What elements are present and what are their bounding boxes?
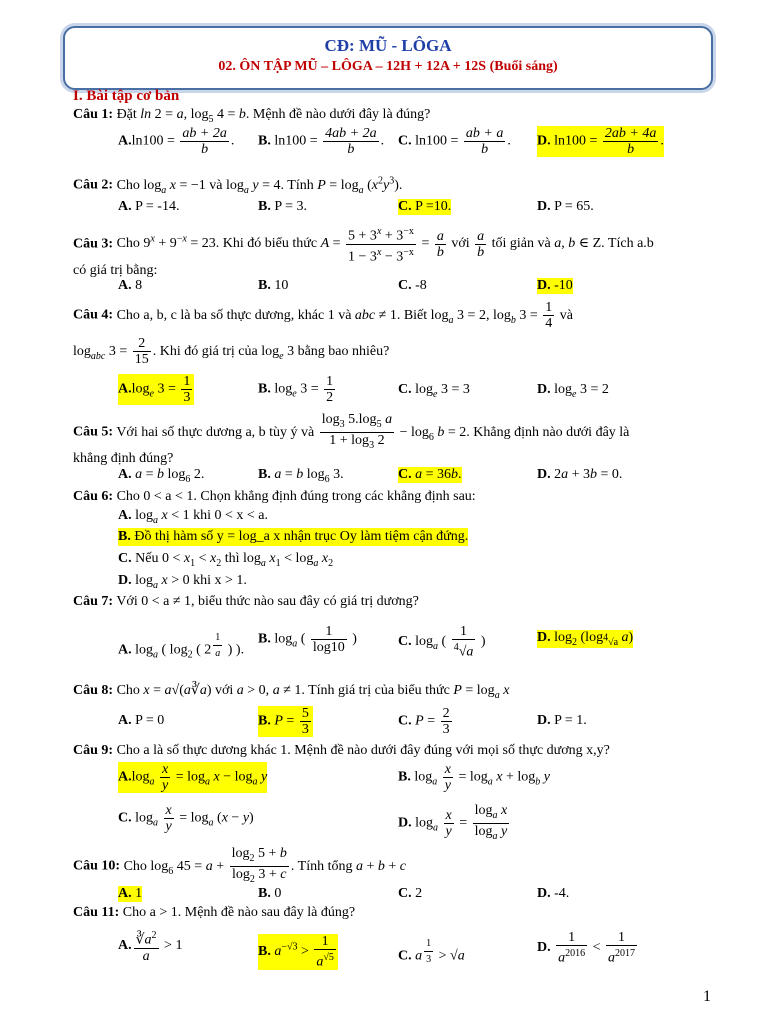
question-5-stem-2: khẳng định đúng? [73, 451, 174, 466]
option-d-correct[interactable]: D. ln100 = $\frac{2ab + 4a}{b}$ . [537, 126, 664, 157]
option-a-correct[interactable]: $A.\log_e$ 3 = $\frac{1}{3}$ [118, 374, 194, 405]
option-d[interactable]: D. P = 65. [537, 199, 594, 214]
question-5: Câu 5: Với hai số thực dương a, b tùy ý và $\frac{\log_3 5.\log_5 a}{1 + \log_3 2}$ − $\log_6 b = 2$. Khẳng định nào dưới đây là [73, 412, 630, 451]
question-11: Câu 11: Cho a > 1. Mệnh đề nào sau đây là đúng? [73, 905, 356, 920]
option-a[interactable]: A. P = 0 [118, 713, 165, 728]
option-b-correct[interactable]: B. Đồ thị hàm số y = log_a x nhận trục Oy làm tiệm cận đứng. [118, 529, 469, 544]
option-d-correct[interactable]: D. $\log_2 (\log_{^4√a}$ a) [537, 630, 634, 648]
option-c[interactable]: C. P = $\frac{2}{3}$ [398, 706, 450, 737]
option-b-correct[interactable]: B. $a^{-√3}$ > $\frac{1}{a^{√5}}$ [258, 934, 338, 970]
question-3-stem-2: có giá trị bằng: [73, 263, 158, 278]
option-b[interactable]: B. $\log_a$ ( $\frac{1}{\log 10}$ ) [258, 624, 357, 655]
option-b[interactable]: B. a = b $\log_6 3$. [258, 467, 344, 485]
question-2: Câu 2: Cho $\log_a x = -1$ và $\log_a y = 4$. Tính $P = \log_a (x^2y^3)$. [73, 175, 403, 196]
section-heading: I. Bài tập cơ bản [73, 88, 180, 104]
option-c[interactable]: C. $\log_e 3 = 3$ [398, 382, 470, 400]
header-box [63, 26, 713, 90]
question-9: Câu 9: Cho a là số thực dương khác 1. Mệnh đề nào dưới đây đúng với mọi số thực dương x,y? [73, 743, 610, 758]
option-c-correct[interactable]: C. a = 36b. [398, 467, 462, 482]
option-a[interactable]: A.ln100 = $\frac{ab + 2a}{b}$ . [118, 126, 235, 157]
option-c[interactable]: C. a $^{\frac{1}{3}}$ > √a [398, 938, 465, 965]
question-1-options [0, 126, 768, 162]
option-c[interactable]: C. $\log_a$ $\frac{x}{y}$ = $\log_a (x - y)$ [118, 803, 254, 834]
option-b[interactable]: B. 0 [258, 886, 282, 901]
question-6: Câu 6: Cho 0 < a < 1. Chọn khẳng định đúng trong các khẳng định sau: [73, 489, 476, 504]
option-d[interactable]: D. $\log_a x > 0$ khi x > 1. [118, 573, 247, 591]
question-3: Câu 3: Cho $9^x + 9^{-x} = 23$. Khi đó biểu thức A = $\frac{5 + 3^x + 3^{-x}}{1 - 3^x - 3^{-x}}$ = $\frac{a}{b}$ với $\frac{a}{b}$ tối giản và a, b ∈ Z. Tích a.b [73, 226, 654, 265]
question-9-options-1 [0, 760, 768, 796]
option-c-correct[interactable]: C. P =10. [398, 199, 452, 214]
question-9-options-2 [0, 803, 768, 842]
question-1: Câu 1: Đặt ln 2 = a, $\log_5 4 = b$. Mệnh đề nào dưới đây là đúng? [73, 107, 431, 125]
page-number: 1 [703, 988, 711, 1005]
option-c[interactable]: C. Nếu $0 < x_1 < x_2$ thì $\log_a x_1 < \log_a x_2$ [118, 551, 334, 569]
option-b[interactable]: B. $\log_a$ $\frac{x}{y}$ = $\log_a x + \log_b y$ [398, 762, 550, 793]
option-d-correct[interactable]: D. -10 [537, 278, 573, 293]
question-4-line-2: $\log_{abc} 3$ = $\frac{2}{15}$ . Khi đó giá trị của $\log_e 3$ bằng bao nhiêu? [73, 336, 390, 367]
question-8: Câu 8: Cho x = a√(a∛a) với a > 0, a ≠ 1. Tính giá trị của biểu thức $P = \log_a x$ [73, 683, 510, 701]
option-c[interactable]: C. 2 [398, 886, 423, 901]
option-a[interactable]: A. $\frac{∛a^2}{a}$ > 1 [118, 930, 183, 964]
option-a[interactable]: A. $\log_a x < 1$ khi 0 < x < a. [118, 508, 269, 526]
option-a[interactable]: A. 8 [118, 278, 143, 293]
option-c[interactable]: C. ln100 = $\frac{ab + a}{b}$ . [398, 126, 511, 157]
option-c[interactable]: C. $\log_a$ ( $\frac{1}{^4√a}$ ) [398, 624, 486, 660]
option-b-correct[interactable]: B. P = $\frac{5}{3}$ [258, 706, 313, 737]
question-4-options [0, 374, 768, 408]
option-d[interactable]: D. $\log_a$ $\frac{x}{y}$ = $\frac{\log_a x}{\log_a y}$ [398, 803, 508, 842]
option-b[interactable]: B. ln100 = $\frac{4ab + 2a}{b}$ . [258, 126, 385, 157]
option-b[interactable]: B. P = 3. [258, 199, 308, 214]
option-d[interactable]: D. 2a + 3b = 0. [537, 467, 623, 482]
option-a[interactable]: A. a = b $\log_6 2$. [118, 467, 205, 485]
option-a[interactable]: A. P = -14. [118, 199, 180, 214]
option-d[interactable]: D. $\frac{1}{a^{2016}}$ < $\frac{1}{a^{2017}}$ [537, 930, 636, 966]
page-subtitle: 02. ÔN TẬP MŨ – LÔGA – 12H + 12A + 12S (Buổi sáng) [218, 59, 558, 74]
option-c[interactable]: C. -8 [398, 278, 427, 293]
option-d[interactable]: D. -4. [537, 886, 570, 901]
question-10: Câu 10: Cho $\log_6 45 = a$ + $\frac{\log_2 5 + b}{\log_2 3 + c}$ . Tính tổng a + b + c [73, 846, 407, 885]
question-7-options [0, 622, 768, 668]
question-1-stem: Đặt ln 2 = a, $\log_5 4 = b$. Mệnh đề nào dưới đây là đúng? [116, 107, 431, 125]
option-b[interactable]: B. 10 [258, 278, 289, 293]
page-title: CĐ: MŨ - LÔGA [324, 36, 452, 55]
option-a-correct[interactable]: $A.\log_a$ $\frac{x}{y}$ = $\log_a x - \log_a y$ [118, 762, 268, 793]
question-4: Câu 4: Cho a, b, c là ba số thực dương, khác 1 và abc ≠ 1. Biết $\log_a 3 = 2$, $\log_b 3$ = $\frac{1}{4}$ và [73, 300, 573, 331]
option-d[interactable]: D. P = 1. [537, 713, 587, 728]
option-a-correct[interactable]: A. 1 [118, 886, 143, 901]
option-b[interactable]: B. $\log_e 3$ = $\frac{1}{2}$ [258, 374, 334, 405]
question-8-options [0, 704, 768, 740]
option-a[interactable]: A. $\log_a$ ( $\log_2$ ( 2 $^{\frac{1}{a}}$ ) ). [118, 632, 245, 661]
option-d[interactable]: D. $\log_e 3 = 2$ [537, 382, 609, 400]
question-7: Câu 7: Với 0 < a ≠ 1, biểu thức nào sau đây có giá trị dương? [73, 594, 419, 609]
question-11-options [0, 924, 768, 972]
